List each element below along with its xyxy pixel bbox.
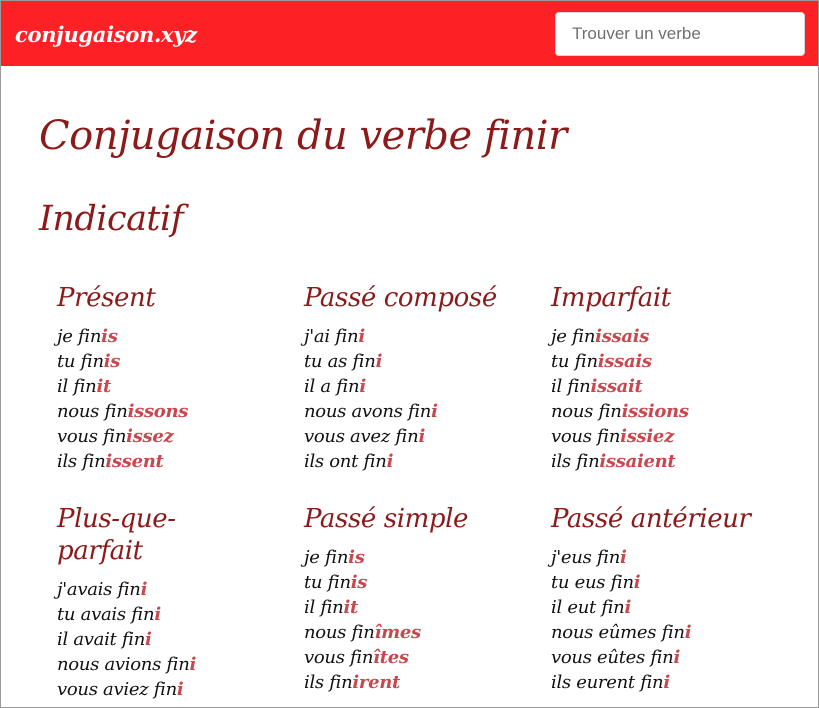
conjugation-line — [304, 670, 544, 695]
conjugation-line — [57, 399, 257, 424]
conjugation-ending: i — [145, 629, 152, 650]
conjugation-stem: il a fin — [304, 376, 360, 397]
conjugation-line — [57, 677, 197, 702]
conjugation-ending: i — [673, 647, 681, 668]
conjugation-line — [304, 399, 544, 424]
conjugation-ending: i — [140, 579, 148, 600]
conjugation-line — [551, 399, 791, 424]
conjugation-ending: issaient — [599, 451, 676, 472]
conjugation-stem: vous avez fin — [304, 426, 419, 447]
conjugation-line — [551, 349, 791, 374]
conjugation-line — [551, 374, 791, 399]
conjugation-line — [551, 645, 791, 670]
conjugation-line — [551, 570, 791, 595]
conjugation-ending: issiez — [620, 426, 674, 447]
conjugation-stem: tu fin — [304, 572, 351, 593]
conjugation-ending: îtes — [373, 647, 409, 668]
conjugation-line — [304, 449, 544, 474]
conjugation-stem: tu avais fin — [57, 604, 155, 625]
conjugation-stem: nous fin — [57, 401, 128, 422]
conjugation-ending: i — [386, 451, 394, 472]
conjugation-line — [551, 545, 791, 570]
conjugation-stem: nous avions fin — [57, 654, 190, 675]
conjugation-stem: ils ont fin — [304, 451, 387, 472]
conjugation-ending: issez — [126, 426, 174, 447]
conjugation-ending: i — [620, 547, 627, 568]
conjugation-ending: is — [348, 547, 365, 568]
conjugation-ending: i — [176, 679, 184, 700]
conjugation-ending: irent — [352, 672, 401, 693]
tense-heading: Passé simple — [304, 504, 469, 534]
conjugation-line — [304, 374, 544, 399]
conjugation-ending: issent — [105, 451, 164, 472]
conjugation-line — [304, 349, 544, 374]
tense-block — [304, 503, 544, 695]
conjugation-stem: j'ai fin — [304, 326, 359, 347]
conjugation-line — [57, 577, 197, 602]
conjugation-line — [304, 324, 544, 349]
conjugation-stem: tu fin — [57, 351, 104, 372]
conjugation-stem: tu eus fin — [551, 572, 634, 593]
conjugation-stem: ils fin — [304, 672, 353, 693]
tense-block — [551, 282, 791, 474]
conjugation-line — [551, 670, 791, 695]
conjugation-ending: i — [418, 426, 425, 447]
tense-block — [57, 503, 197, 702]
conjugation-line — [304, 424, 544, 449]
conjugation-ending: issais — [597, 351, 652, 372]
conjugation-stem: ils fin — [551, 451, 600, 472]
mood-heading: Indicatif — [39, 199, 184, 239]
conjugation-line — [304, 545, 544, 570]
conjugation-ending: i — [154, 604, 161, 625]
conjugation-stem: tu as fin — [304, 351, 376, 372]
conjugation-ending: it — [343, 597, 359, 618]
conjugation-line — [57, 374, 257, 399]
conjugation-ending: issait — [590, 376, 643, 397]
conjugation-line — [57, 349, 257, 374]
top-navbar — [1, 1, 818, 66]
conjugation-line — [57, 324, 257, 349]
conjugation-ending: i — [624, 597, 631, 618]
conjugation-ending: îmes — [374, 622, 421, 643]
conjugation-ending: is — [350, 572, 368, 593]
conjugation-stem: j'eus fin — [551, 547, 621, 568]
conjugation-stem: je fin — [57, 326, 102, 347]
search-input[interactable] — [555, 12, 805, 56]
conjugation-ending: i — [633, 572, 641, 593]
conjugation-ending: is — [101, 326, 118, 347]
conjugation-line — [57, 449, 257, 474]
conjugation-line — [551, 620, 791, 645]
conjugation-stem: je fin — [551, 326, 596, 347]
conjugation-stem: il fin — [57, 376, 97, 397]
conjugation-stem: vous aviez fin — [57, 679, 177, 700]
tense-heading: Présent — [57, 283, 156, 313]
conjugation-line — [57, 424, 257, 449]
conjugation-line — [57, 627, 197, 652]
tense-heading: Passé composé — [304, 283, 497, 313]
conjugation-stem: vous fin — [57, 426, 127, 447]
tense-block — [551, 503, 791, 695]
conjugation-line — [304, 570, 544, 595]
tense-heading: Plus-que-parfait — [57, 504, 176, 566]
tense-heading: Passé antérieur — [551, 504, 751, 534]
conjugation-ending: i — [375, 351, 383, 372]
page-title: Conjugaison du verbe finir — [39, 113, 567, 159]
conjugation-stem: il avait fin — [57, 629, 145, 650]
conjugation-line — [551, 449, 791, 474]
conjugation-stem: je fin — [304, 547, 349, 568]
conjugation-ending: i — [358, 326, 365, 347]
conjugation-line — [57, 602, 197, 627]
conjugation-ending: issons — [127, 401, 189, 422]
conjugation-line — [304, 595, 544, 620]
conjugation-ending: it — [96, 376, 112, 397]
conjugation-line — [551, 424, 791, 449]
conjugation-ending: is — [103, 351, 121, 372]
conjugation-stem: ils fin — [57, 451, 106, 472]
conjugation-stem: nous fin — [551, 401, 622, 422]
conjugation-stem: il fin — [551, 376, 591, 397]
conjugation-line — [551, 324, 791, 349]
conjugation-ending: i — [663, 672, 670, 693]
conjugation-stem: il fin — [304, 597, 344, 618]
conjugation-line — [304, 645, 544, 670]
conjugation-ending: i — [684, 622, 692, 643]
tense-heading: Imparfait — [551, 283, 671, 313]
conjugation-ending: issais — [595, 326, 650, 347]
conjugation-line — [304, 620, 544, 645]
conjugation-line — [57, 652, 197, 677]
conjugation-stem: nous fin — [304, 622, 375, 643]
conjugation-line — [551, 595, 791, 620]
conjugation-ending: i — [359, 376, 366, 397]
conjugation-ending: issions — [621, 401, 689, 422]
conjugation-stem: tu fin — [551, 351, 598, 372]
site-logo-link[interactable]: conjugaison.xyz — [15, 22, 197, 47]
conjugation-stem: vous fin — [551, 426, 621, 447]
conjugation-stem: j'avais fin — [57, 579, 141, 600]
conjugation-stem: vous eûtes fin — [551, 647, 674, 668]
tense-block — [304, 282, 544, 474]
conjugation-stem: nous avons fin — [304, 401, 432, 422]
conjugation-stem: ils eurent fin — [551, 672, 664, 693]
tense-block — [57, 282, 257, 474]
conjugation-ending: i — [189, 654, 197, 675]
conjugation-stem: vous fin — [304, 647, 374, 668]
conjugation-stem: nous eûmes fin — [551, 622, 685, 643]
conjugation-stem: il eut fin — [551, 597, 625, 618]
conjugation-ending: i — [431, 401, 438, 422]
